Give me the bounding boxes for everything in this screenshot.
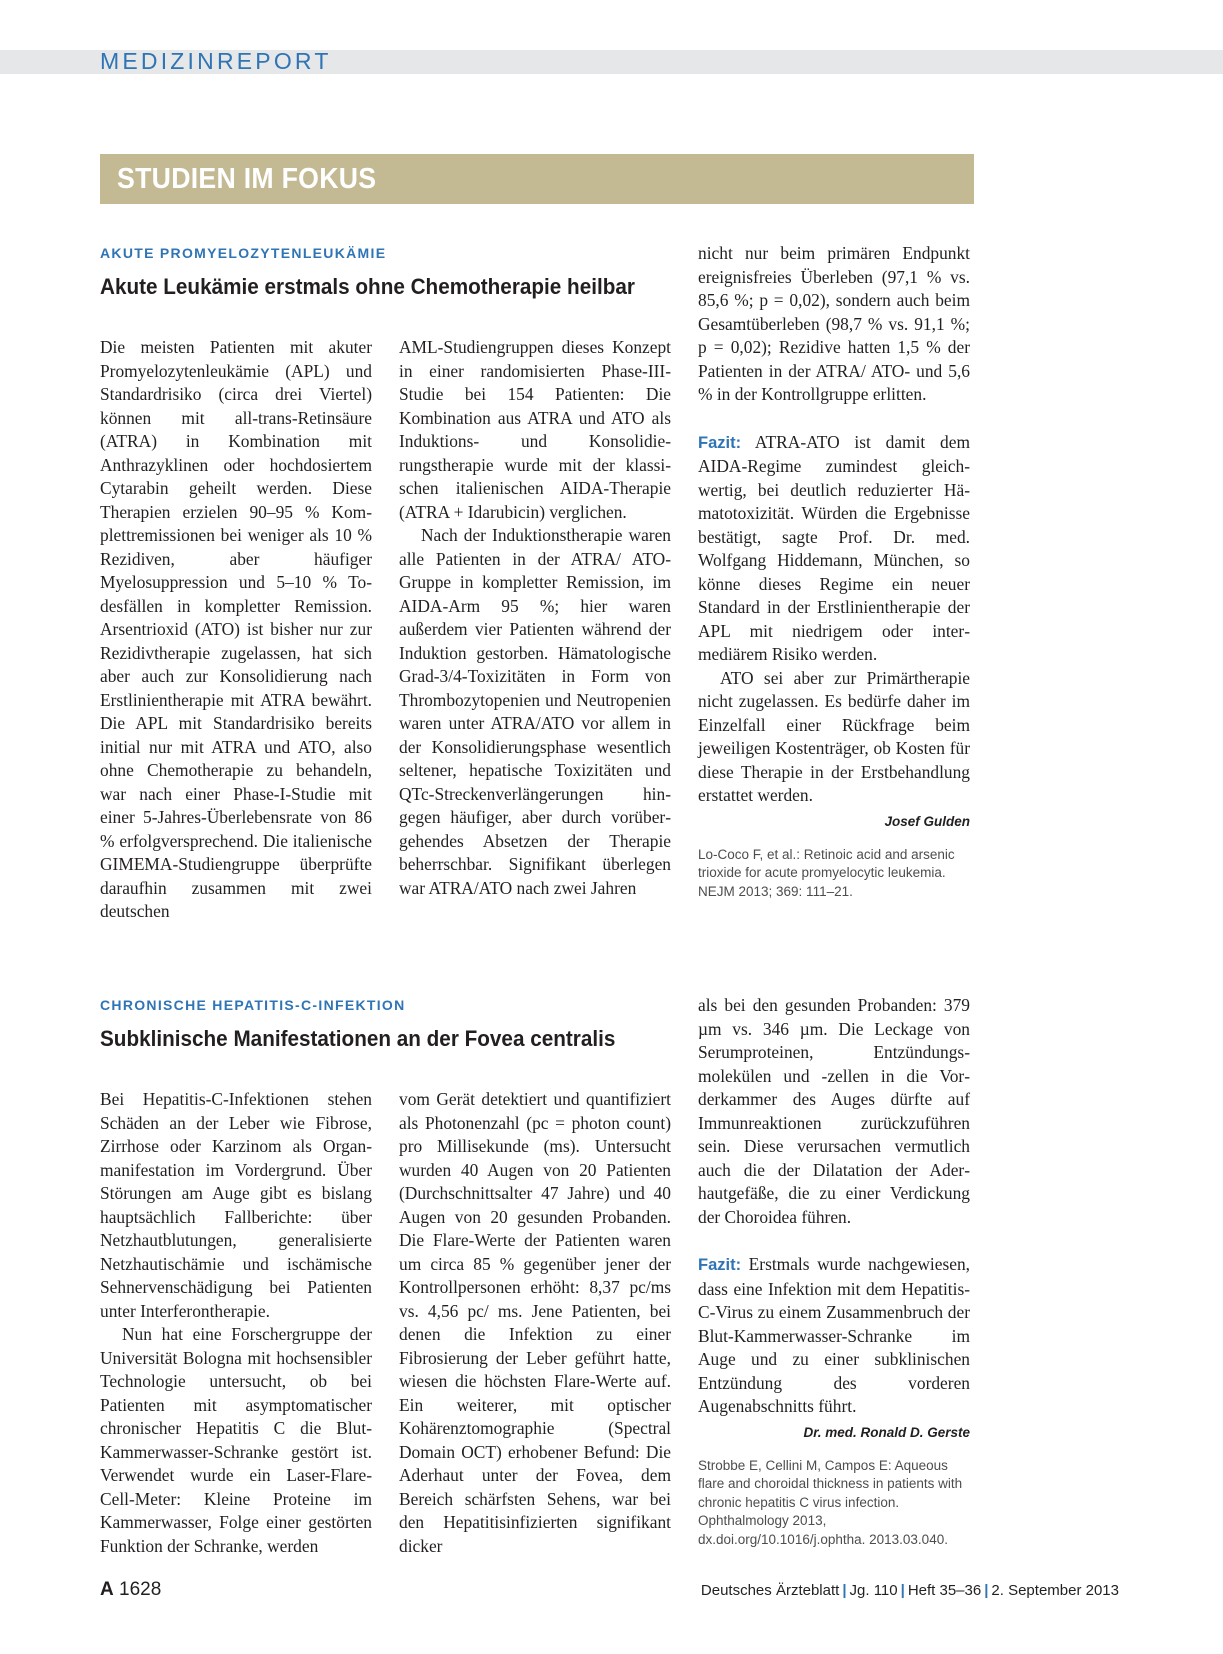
article2-paragraph: vom Gerät detektiert und quantifiziert als Photonenzahl (pc = photon count) pro Millisekunde (ms). Untersucht wurden 40 Augen von 20 Patienten (Durchschnittsalter 47 Jahre) und 40 Augen von 20 gesunden Probanden. Die Flare-Werte der Patienten waren um circa 85 % gegenüber jener der Kontrollpersonen erhöht: 8,37 pc/ms vs. 4,56 pc/ ms. Jene Patienten, bei denen die Infektion zu einer Fibrosierung der Leber geführt hatte, wiesen die höchsten Flare-Werte auf. Ein weiterer, mit optischer Kohärenztomographie (Spectral Domain OCT) erhobener Befund: Die Aderhaut unter der Fovea, dem Bereich schärfsten Sehens, war bei den Hepatitisinfizierten signifikant dicker: [399, 1089, 671, 1556]
article2-paragraph: als bei den gesunden Probanden: 379 µm vs. 346 µm. Die Leckage von Serumproteinen, Entzündungsmolekülen und -zellen in die Vorderkammer des Auges dürfte auf Immunreaktionen zurückzuführen sein. Diese verursachen vermutlich auch die der Dilatation der Aderhautgefäße, die zu einer Verdickung der Choroidea führen.: [698, 995, 970, 1227]
article2-column-2: [399, 1088, 671, 1558]
fazit-label: Fazit:: [698, 1256, 742, 1274]
article1-paragraph: ATO sei aber zur Primärtherapie nicht zugelassen. Es bedürfe daher im Einzelfall einer Rückfrage beim jeweiligen Kostenträger, ob Kosten für diese Therapie in der Erstbehandlung erstattet werden.: [698, 667, 970, 805]
article2-kicker: CHRONISCHE HEPATITIS-C-INFEKTION: [100, 997, 406, 1013]
journal-issue: Heft 35–36: [907, 1582, 982, 1599]
article2-headline: Subklinische Manifestationen an der Fovea centralis: [100, 1026, 616, 1051]
journal-name: Deutsches Ärzteblatt: [700, 1582, 840, 1599]
article2-column-3: [698, 994, 970, 1549]
article1-reference: Lo-Coco F, et al.: Retinoic acid and arsenic trioxide for acute promyelocytic leukemia. NEJM 2013; 369: 111–21.: [698, 846, 955, 899]
article1-headline: Akute Leukämie erstmals ohne Chemotherapie heilbar: [100, 274, 635, 299]
separator: |: [984, 1582, 989, 1599]
article1-kicker: AKUTE PROMYELOZYTENLEUKÄMIE: [100, 245, 387, 261]
article1-paragraph: Die meisten Patienten mit akuter Promyelozytenleukämie (APL) und Standardrisiko (circa drei Viertel) können mit all-trans-Retinsäure (ATRA) in Kombination mit Anthrazyklinen oder hochdosiertem Cytarabin geheilt werden. Diese Therapien erzielen 90–95 % Komplettremissionen bei weniger als 10 % Rezidiven, aber häufiger Myelosuppression und 5–10 % Todesfällen in kompletter Remission. Arsentrioxid (ATO) ist bisher nur zur Rezidivtherapie zugelassen, hat sich aber auch zur Konsolidierung nach Erstlinientherapie mit ATRA bewährt. Die APL mit Standardrisiko bereits initial nur mit ATRA und ATO, also ohne Chemotherapie zu behandeln, war nach einer Phase-I-Studie mit einer 5-Jahres-Überlebensrate von 86 % erfolgversprechend. Die italienische GIMEMA-Studiengruppe überprüfte daraufhin zusammen mit zwei deutschen: [100, 337, 372, 921]
article1-column-3: [698, 242, 970, 901]
article1-column-2: [399, 336, 671, 900]
page-number: [100, 1578, 161, 1602]
article1-column-1: [100, 336, 372, 924]
article1-paragraph: Nach der Induktionstherapie waren alle Patienten in der ATRA/ ATO-Gruppe in kompletter Remission, im AIDA-Arm 95 %; hier waren außerdem vier Patienten während der Induktion gestorben. Hämatologische Grad-3/4-Toxizitäten in Form von Thrombozytopenien und Neutropenien waren unter ATRA/ATO vor allem in der Konsolidierungsphase wesentlich seltener, hepatische Toxizitäten und QTc-Streckenverlängerungen hingegen häufiger, aber durch vorübergehendes Absetzen der Therapie beherrschbar. Signifikant überlegen war ATRA/ATO nach zwei Jahren: [399, 525, 671, 898]
section-label: MEDIZINREPORT: [100, 48, 332, 74]
fazit-text: ATRA-ATO ist damit dem AIDA-Regime zumindest gleichwertig, bei deutlich reduzierter Hämatotoxizität. Würden die Ergebnisse bestätigt, sagte Prof. Dr. med. Wolfgang Hiddemann, München, so könne dieses Regime ein neuer Standard in der Erstlinientherapie der APL mit niedrigem oder intermediärem Risiko werden.: [698, 431, 970, 664]
journal-volume: Jg. 110: [849, 1582, 898, 1599]
article2-reference: Strobbe E, Cellini M, Campos E: Aqueous flare and choroidal thickness in patients with chronic hepatitis C virus infection. Ophthalmology 2013, dx.doi.org/10.1016/j.ophtha. 2013.03.040.: [698, 1457, 963, 1547]
fazit-label: Fazit:: [698, 433, 742, 452]
article1-paragraph: AML-Studiengruppen dieses Konzept in einer randomisierten Phase-III-Studie bei 154 Patienten: Die Kombination aus ATRA und ATO als Induktions- und Konsolidierungstherapie wurde mit der klassischen italienischen AIDA-Therapie (ATRA + Idarubicin) verglichen.: [399, 337, 671, 522]
article2-paragraph: Bei Hepatitis-C-Infektionen stehen Schäden an der Leber wie Fibrose, Zirrhose oder Karzinom als Organmanifestation im Vordergrund. Über Störungen am Auge gibt es bislang hauptsächlich Fallberichte: über Netzhautblutungen, generalisierte Netzhautischämie und ischämische Sehnervenschädigung bei Patienten unter Interferontherapie.: [100, 1089, 372, 1321]
rubric-title: STUDIEN IM FOKUS: [117, 163, 377, 195]
separator: |: [842, 1582, 847, 1599]
article2-author: Dr. med. Ronald D. Gerste: [803, 1424, 970, 1440]
journal-date: 2. September 2013: [991, 1582, 1119, 1599]
fazit-text: Erstmals wurde nachgewiesen, dass eine Infektion mit dem Hepatitis-C-Virus zu einem Zusammenbruch der Blut-Kammerwasser-Schranke im Auge und zu einer subklinischen Entzündung des vorderen Augenabschnitts führt.: [698, 1254, 970, 1416]
page-number-value: 1628: [119, 1579, 162, 1600]
article2-paragraph: Nun hat eine Forschergruppe der Universität Bologna mit hochsensibler Technologie untersucht, ob bei Patienten mit asymptomatischer chronischer Hepatitis C die Blut-Kammerwasser-Schranke gestört ist. Verwendet wurde ein Laser-Flare-Cell-Meter: Kleine Proteine im Kammerwasser, Folge einer gestörten Funktion der Schranke, werden: [100, 1324, 372, 1556]
article1-author: Josef Gulden: [884, 813, 970, 829]
journal-info: [701, 1580, 1119, 1602]
page-prefix: A: [100, 1579, 114, 1600]
rubric-banner: [100, 154, 974, 204]
article2-column-1: [100, 1088, 372, 1558]
article1-paragraph: nicht nur beim primären Endpunkt ereignisfreies Überleben (97,1 % vs. 85,6 %; p = 0,02), sondern auch beim Gesamtüberleben (98,7 % vs. 91,1 %; p = 0,02); Rezidive hatten 1,5 % der Patienten in der ATRA/ ATO- und 5,6 % in der Kontrollgruppe erlitten.: [698, 243, 970, 404]
separator: |: [900, 1582, 905, 1599]
article1-fazit: [698, 431, 970, 667]
article2-fazit: [698, 1253, 970, 1419]
